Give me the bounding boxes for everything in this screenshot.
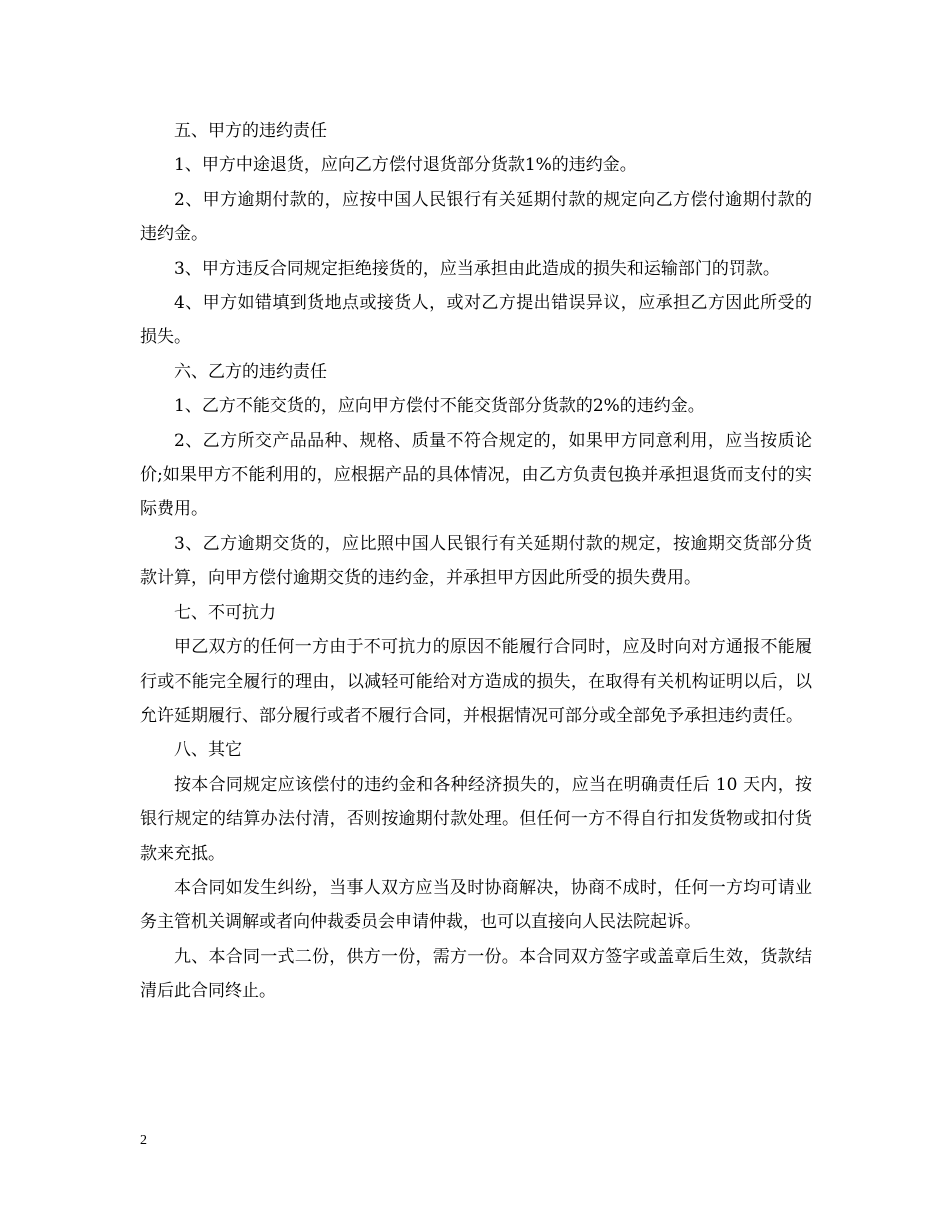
- section-heading-6: 六、乙方的违约责任: [174, 361, 327, 382]
- clause-8-2: 本合同如发生纠纷，当事人双方应当及时协商解决，协商不成时，任何一方均可请业务主管机关调解或者向仲裁委员会申请仲裁，也可以直接向人民法院起诉。: [140, 877, 812, 933]
- clause-6-3: 3、乙方逾期交货的，应比照中国人民银行有关延期付款的规定，按逾期交货部分货款计算，向甲方偿付逾期交货的违约金，并承担甲方因此所受的损失费用。: [140, 533, 812, 589]
- document-body: [140, 114, 812, 1009]
- section-heading-8: 八、其它: [174, 740, 242, 761]
- clause-5-4: 4、甲方如错填到货地点或接货人，或对乙方提出错误异议，应承担乙方因此所受的损失。: [140, 293, 812, 348]
- clause-7-body: 甲乙双方的任何一方由于不可抗力的原因不能履行合同时，应及时向对方通报不能履行或不能完全履行的理由，以减轻可能给对方造成的损失，在取得有关机构证明以后，以允许延期履行、部分履行或者不履行合同，并根据情况可部分或全部免予承担违约责任。: [140, 637, 812, 726]
- clause-6-1: 1、乙方不能交货的，应向甲方偿付不能交货部分货款的2%的违约金。: [174, 396, 705, 417]
- section-heading-7: 七、不可抗力: [174, 602, 276, 623]
- clause-5-2: 2、甲方逾期付款的，应按中国人民银行有关延期付款的规定向乙方偿付逾期付款的违约金。: [140, 189, 812, 245]
- section-heading-5: 五、甲方的违约责任: [174, 121, 327, 141]
- section-heading-9: 九、本合同一式二份，供方一份，需方一份。本合同双方签字或盖章后生效，货款结清后此合同终止。: [140, 946, 812, 1002]
- clause-5-3: 3、甲方违反合同规定拒绝接货的，应当承担由此造成的损失和运输部门的罚款。: [174, 258, 780, 279]
- clause-8-1: 按本合同规定应该偿付的违约金和各种经济损失的，应当在明确责任后 10 天内，按银行规定的结算办法付清，否则按逾期付款处理。但任何一方不得自行扣发货物或扣付货款来充抵。: [140, 774, 812, 864]
- clause-5-1: 1、甲方中途退货，应向乙方偿付退货部分货款1%的违约金。: [174, 155, 637, 176]
- clause-6-2: 2、乙方所交产品品种、规格、质量不符合规定的，如果甲方同意利用，应当按质论价;如果甲方不能利用的，应根据产品的具体情况，由乙方负责包换并承担退货而支付的实际费用。: [140, 430, 812, 520]
- page-number: 2: [140, 1133, 147, 1148]
